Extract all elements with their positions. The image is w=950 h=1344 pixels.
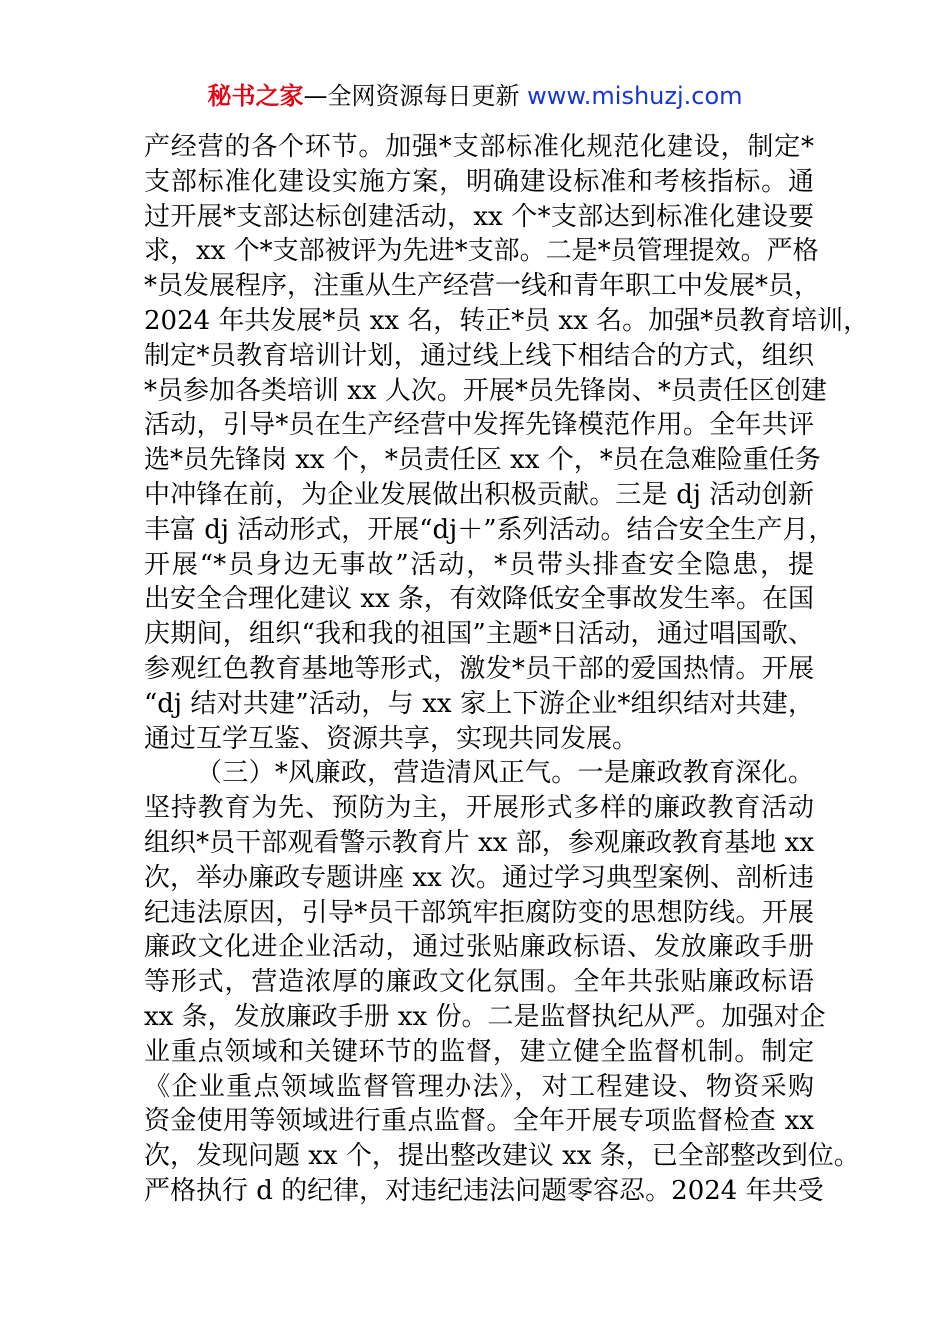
- text-line: 纪违法原因，引导*员干部筑牢拒腐防变的思想防线。开展: [144, 897, 814, 928]
- text-line: 业重点领域和关键环节的监督，建立健全监督机制。制定: [144, 1036, 814, 1067]
- text-line: 选*员先锋岗 xx 个，*员责任区 xx 个，*员在急难险重任务: [144, 445, 821, 476]
- text-line: 制定*员教育培训计划，通过线上线下相结合的方式，组织: [144, 340, 814, 371]
- text-line: 廉政文化进企业活动，通过张贴廉政标语、发放廉政手册: [144, 932, 814, 963]
- text-line: 求，xx 个*支部被评为先进*支部。二是*员管理提效。严格: [144, 236, 819, 267]
- text-line: 开展“*员身边无事故”活动，*员带头排查安全隐患，提: [144, 549, 814, 580]
- text-line: 丰富 dj 活动形式，开展“dj＋”系列活动。结合安全生产月，: [144, 514, 835, 545]
- site-tagline: —全网资源每日更新: [303, 82, 528, 110]
- site-brand: 秘书之家: [207, 82, 304, 110]
- text-line: 中冲锋在前，为企业发展做出积极贡献。三是 dj 活动创新: [144, 479, 814, 510]
- paragraph-heading-line: （三）*风廉政，营造清风正气。一是廉政教育深化。: [196, 758, 814, 789]
- text-line: *员发展程序，注重从生产经营一线和青年职工中发展*员，: [144, 271, 821, 302]
- text-line: 严格执行 d 的纪律，对违纪违法问题零容忍。2024 年共受: [144, 1175, 824, 1206]
- text-line: 组织*员干部观看警示教育片 xx 部，参观廉政教育基地 xx: [144, 827, 814, 858]
- text-line: 《企业重点领域监督管理办法》，对工程建设、物资采购: [144, 1071, 814, 1102]
- text-line: 参观红色教育基地等形式，激发*员干部的爱国热情。开展: [144, 653, 814, 684]
- text-line: 过开展*支部达标创建活动，xx 个*支部达到标准化建设要: [144, 201, 814, 232]
- text-line: 活动，引导*员在生产经营中发挥先锋模范作用。全年共评: [144, 410, 814, 441]
- text-line: 次，发现问题 xx 个，提出整改建议 xx 条，已全部整改到位。: [144, 1141, 860, 1172]
- text-line: 通过互学互鉴、资源共享，实现共同发展。: [144, 723, 639, 754]
- site-url-link[interactable]: www.mishuzj.com: [527, 82, 743, 110]
- site-header: [0, 80, 950, 112]
- text-line: 资金使用等领域进行重点监督。全年开展专项监督检查 xx: [144, 1106, 814, 1137]
- text-line: 次，举办廉政专题讲座 xx 次。通过学习典型案例、剖析违: [144, 862, 814, 893]
- text-line: 出安全合理化建议 xx 条，有效降低安全事故发生率。在国: [144, 584, 814, 615]
- text-line: 2024 年共发展*员 xx 名，转正*员 xx 名。加强*员教育培训，: [144, 305, 870, 336]
- text-line: 坚持教育为先、预防为主，开展形式多样的廉政教育活动: [144, 793, 814, 824]
- text-line: *员参加各类培训 xx 人次。开展*员先锋岗、*员责任区创建: [144, 375, 827, 406]
- text-line: xx 条，发放廉政手册 xx 份。二是监督执纪从严。加强对企: [144, 1001, 826, 1032]
- text-line: 产经营的各个环节。加强*支部标准化规范化建设，制定*: [144, 132, 814, 162]
- document-body: [144, 130, 870, 1209]
- text-line: 庆期间，组织“我和我的祖国”主题*日活动，通过唱国歌、: [144, 619, 814, 650]
- text-line: “dj 结对共建”活动，与 xx 家上下游企业*组织结对共建，: [144, 688, 814, 719]
- text-line: 支部标准化建设实施方案，明确建设标准和考核指标。通: [144, 166, 814, 197]
- text-line: 等形式，营造浓厚的廉政文化氛围。全年共张贴廉政标语: [144, 967, 814, 998]
